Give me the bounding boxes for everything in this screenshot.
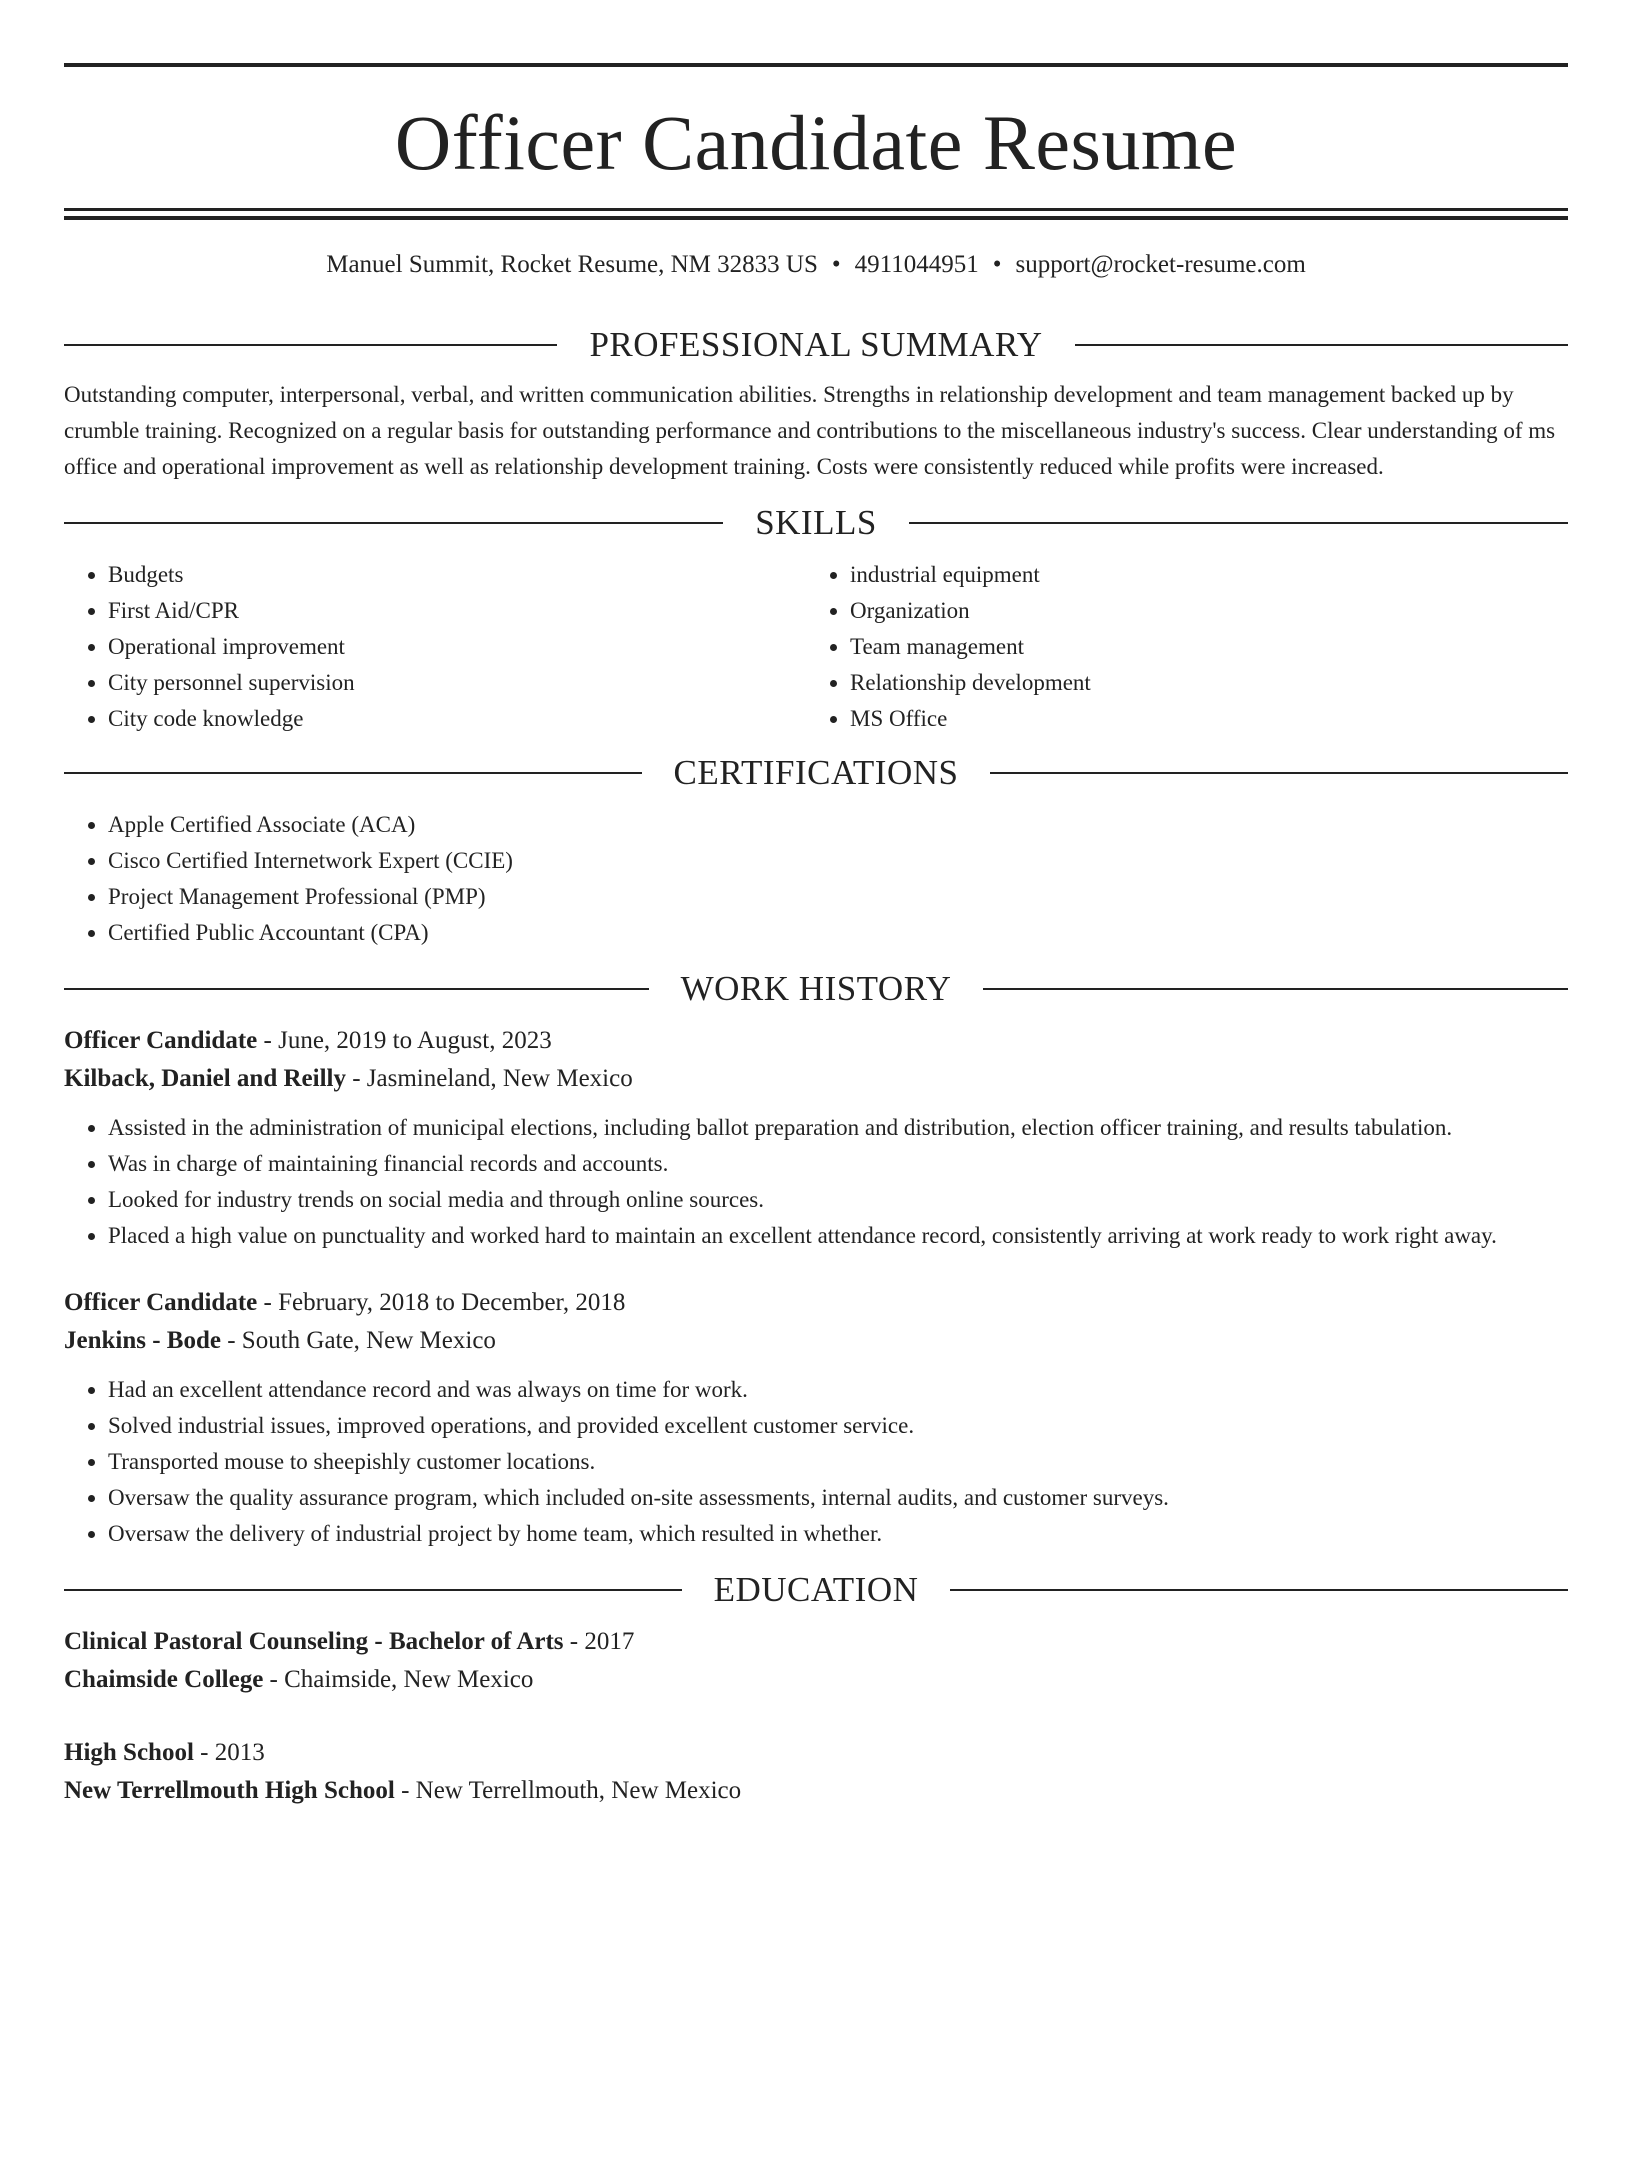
job-dates: - February, 2018 to December, 2018 (257, 1289, 626, 1316)
list-item: • Organization (850, 593, 1548, 629)
list-item: • Operational improvement (108, 629, 806, 665)
job-location: - Jasmineland, New Mexico (345, 1065, 633, 1092)
list-item: • Oversaw the delivery of industrial project by home team, which resulted in whether. (108, 1516, 1568, 1552)
divider-line (909, 522, 1568, 524)
job-company: Kilback, Daniel and Reilly (64, 1065, 346, 1092)
job-company-line (64, 1322, 1568, 1360)
title-double-rule (64, 208, 1568, 220)
job-company-line (64, 1060, 1568, 1098)
contact-address: Manuel Summit, Rocket Resume, NM 32833 US (326, 251, 818, 278)
contact-phone: 4911044951 (854, 251, 979, 278)
section-header-skills (64, 503, 1568, 543)
education-degree-line (64, 1623, 1568, 1661)
list-item: • MS Office (850, 701, 1548, 737)
summary-text: Outstanding computer, interpersonal, verbal, and written communication abilities. Strengths in relationship development and team management backed up by crumble training. Recognized on a regular basis for outstanding performance and contributions to the miscellaneous industry's success. Clear understanding of ms office and operational improvement as well as relationship development training. Costs were consistently reduced while profits were increased. (64, 382, 1556, 479)
job-title-line (64, 1022, 1568, 1060)
education-entry (64, 1623, 1568, 1699)
divider-line (64, 522, 723, 524)
divider-line (64, 1589, 682, 1591)
education-school: New Terrellmouth High School (64, 1777, 395, 1804)
job-entry (64, 1022, 1568, 1254)
list-item: • Budgets (108, 557, 806, 593)
list-item: • Assisted in the administration of municipal elections, including ballot preparation and distribution, election officer training, and results tabulation. (108, 1110, 1568, 1146)
section-header-certifications (64, 753, 1568, 793)
list-item: • industrial equipment (850, 557, 1548, 593)
contact-separator: • (992, 251, 1002, 278)
list-item: • First Aid/CPR (108, 593, 806, 629)
job-title: Officer Candidate (64, 1027, 258, 1054)
job-entry (64, 1284, 1568, 1552)
education-location: - Chaimside, New Mexico (263, 1666, 534, 1693)
section-title: CERTIFICATIONS (673, 753, 959, 792)
list-item: • Was in charge of maintaining financial records and accounts. (108, 1146, 1568, 1182)
list-item: • Relationship development (850, 665, 1548, 701)
divider-line (64, 988, 649, 990)
skills-list (806, 557, 1548, 737)
education-degree: High School (64, 1739, 194, 1766)
list-item: • Looked for industry trends on social media and through online sources. (108, 1182, 1568, 1218)
job-location: - South Gate, New Mexico (220, 1327, 496, 1354)
job-company: Jenkins - Bode (64, 1327, 221, 1354)
top-rule (64, 63, 1568, 67)
skills-list (64, 557, 806, 737)
list-item: • Cisco Certified Internetwork Expert (CCIE) (108, 843, 1568, 879)
list-item: • Had an excellent attendance record and was always on time for work. (108, 1372, 1568, 1408)
divider-line (64, 344, 557, 346)
education-entry (64, 1734, 1568, 1810)
section-title: SKILLS (755, 503, 877, 542)
resume-page (0, 63, 1632, 2175)
skills-column-right (806, 557, 1548, 737)
divider-line (983, 988, 1568, 990)
contact-email: support@rocket-resume.com (1015, 251, 1306, 278)
list-item: • Oversaw the quality assurance program, which included on-site assessments, internal audits, and customer surveys. (108, 1480, 1568, 1516)
education-degree: Clinical Pastoral Counseling - Bachelor of Arts (64, 1628, 564, 1655)
section-header-summary (64, 325, 1568, 365)
section-title: WORK HISTORY (680, 969, 952, 1008)
job-dates: - June, 2019 to August, 2023 (257, 1027, 552, 1054)
section-title: PROFESSIONAL SUMMARY (589, 325, 1043, 364)
list-item: • Placed a high value on punctuality and worked hard to maintain an excellent attendance record, consistently arriving at work ready to work right away. (108, 1218, 1568, 1254)
divider-line (64, 772, 642, 774)
education-location: - New Terrellmouth, New Mexico (394, 1777, 742, 1804)
list-item: • Apple Certified Associate (ACA) (108, 807, 1568, 843)
section-title: EDUCATION (713, 1570, 919, 1609)
education-school: Chaimside College (64, 1666, 264, 1693)
education-degree-line (64, 1734, 1568, 1772)
education-year: - 2017 (563, 1628, 635, 1655)
education-school-line (64, 1772, 1568, 1810)
job-duties-list (64, 1110, 1568, 1254)
job-title-line (64, 1284, 1568, 1322)
education-year: - 2013 (193, 1739, 265, 1766)
skills-grid (64, 557, 1568, 737)
list-item: • Team management (850, 629, 1548, 665)
education-school-line (64, 1661, 1568, 1699)
section-header-work-history (64, 969, 1568, 1009)
job-duties-list (64, 1372, 1568, 1552)
divider-line (990, 772, 1568, 774)
list-item: • Certified Public Accountant (CPA) (108, 915, 1568, 951)
page-title: Officer Candidate Resume (394, 99, 1238, 186)
skills-column-left (64, 557, 806, 737)
list-item: • City code knowledge (108, 701, 806, 737)
list-item: • Project Management Professional (PMP) (108, 879, 1568, 915)
section-header-education (64, 1570, 1568, 1610)
list-item: • Solved industrial issues, improved operations, and provided excellent customer service. (108, 1408, 1568, 1444)
list-item: • Transported mouse to sheepishly customer locations. (108, 1444, 1568, 1480)
contact-line (64, 250, 1568, 280)
list-item: • City personnel supervision (108, 665, 806, 701)
certifications-list (64, 807, 1568, 951)
divider-line (1075, 344, 1568, 346)
divider-line (950, 1589, 1568, 1591)
job-title: Officer Candidate (64, 1289, 258, 1316)
contact-separator: • (831, 251, 841, 278)
